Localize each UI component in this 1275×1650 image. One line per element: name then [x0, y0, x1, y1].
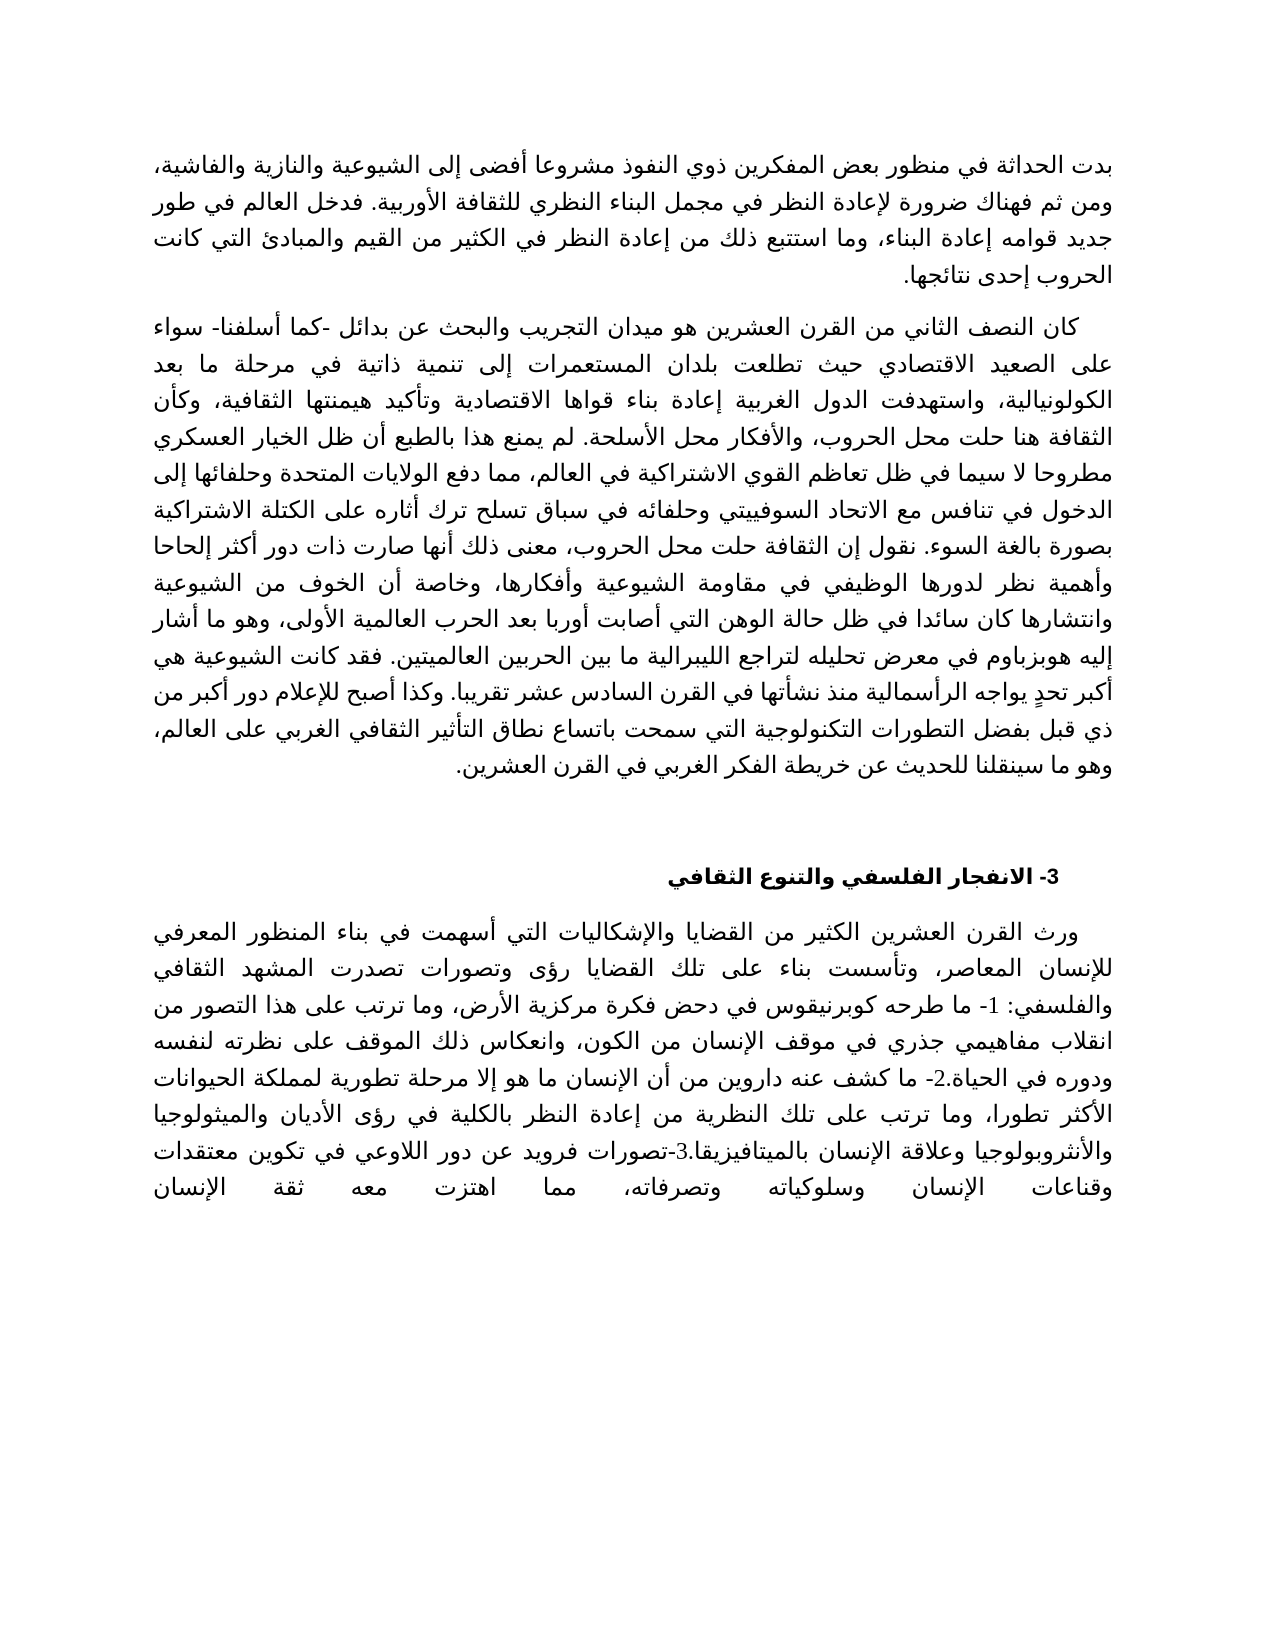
page-content — [153, 148, 1113, 1207]
section-heading: 3- الانفجار الفلسفي والتنوع الثقافي — [667, 863, 1059, 889]
paragraph-philosophical-explosion: ورث القرن العشرين الكثير من القضايا والإشكاليات التي أسهمت في بناء المنظور المعرفي للإنسان المعاصر، وتأسست بناء على تلك القضايا رؤى وتصورات تصدرت المشهد الثقافي والفلسفي: 1- ما طرحه كوبرنيقوس في دحض فكرة مركزية الأرض، وما ترتب على هذا التصور من انقلاب مفاهيمي جذري في موقف الإنسان من الكون، وانعكاس ذلك الموقف على نظرته لنفسه ودوره في الحياة.2- ما كشف عنه داروين من أن الإنسان ما هو إلا مرحلة تطورية لمملكة الحيوانات الأكثر تطورا، وما ترتب على تلك النظرية من إعادة النظر بالكلية في رؤى الأديان والميثولوجيا والأنثروبولوجيا وعلاقة الإنسان بالميتافيزيقا.3-تصورات فرويد عن دور اللاوعي في تكوين معتقدات وقناعات الإنسان وسلوكياته وتصرفاته، مما اهتزت معه ثقة الإنسان — [153, 919, 1114, 1201]
paragraph-modernity: بدت الحداثة في منظور بعض المفكرين ذوي النفوذ مشروعا أفضى إلى الشيوعية والنازية والفاشية، ومن ثم فهناك ضرورة لإعادة النظر في مجمل البناء النظري للثقافة الأوربية. فدخل العالم في طور جديد قوامه إعادة البناء، وما استتبع ذلك من إعادة النظر في الكثير من القيم والمبادئ التي كانت الحروب إحدى نتائجها. — [153, 153, 1113, 289]
paragraph-second-half-century: كان النصف الثاني من القرن العشرين هو ميدان التجريب والبحث عن بدائل -كما أسلفنا- سواء على الصعيد الاقتصادي حيث تطلعت بلدان المستعمرات إلى تنمية ذاتية في مرحلة ما بعد الكولونيالية، واستهدفت الدول الغربية إعادة بناء قواها الاقتصادية وتأكيد هيمنتها الثقافية، وكأن الثقافة هنا حلت محل الحروب، والأفكار محل الأسلحة. لم يمنع هذا بالطبع أن ظل الخيار العسكري مطروحا لا سيما في ظل تعاظم القوي الاشتراكية في العالم، مما دفع الولايات المتحدة وحلفائها إلى الدخول في تنافس مع الاتحاد السوفييتي وحلفائه في سباق تسلح ترك أثاره على الكتلة الاشتراكية بصورة بالغة السوء. نقول إن الثقافة حلت محل الحروب، معنى ذلك أنها صارت ذات دور أكثر إلحاحا وأهمية نظر لدورها الوظيفي في مقاومة الشيوعية وأفكارها، وخاصة أن الخوف من الشيوعية وانتشارها كان سائدا في ظل حالة الوهن التي أصابت أوربا بعد الحرب العالمية الأولى، وهو ما أشار إليه هوبزباوم في معرض تحليله لتراجع الليبرالية ما بين الحربين العالميتين. فقد كانت الشيوعية هي أكبر تحدٍ يواجه الرأسمالية منذ نشأتها في القرن السادس عشر تقريبا. وكذا أصبح للإعلام دور أكبر من ذي قبل بفضل التطورات التكنولوجية التي سمحت باتساع نطاق التأثير الثقافي الغربي على العالم، وهو ما سينقلنا للحديث عن خريطة الفكر الغربي في القرن العشرين. — [153, 315, 1114, 779]
